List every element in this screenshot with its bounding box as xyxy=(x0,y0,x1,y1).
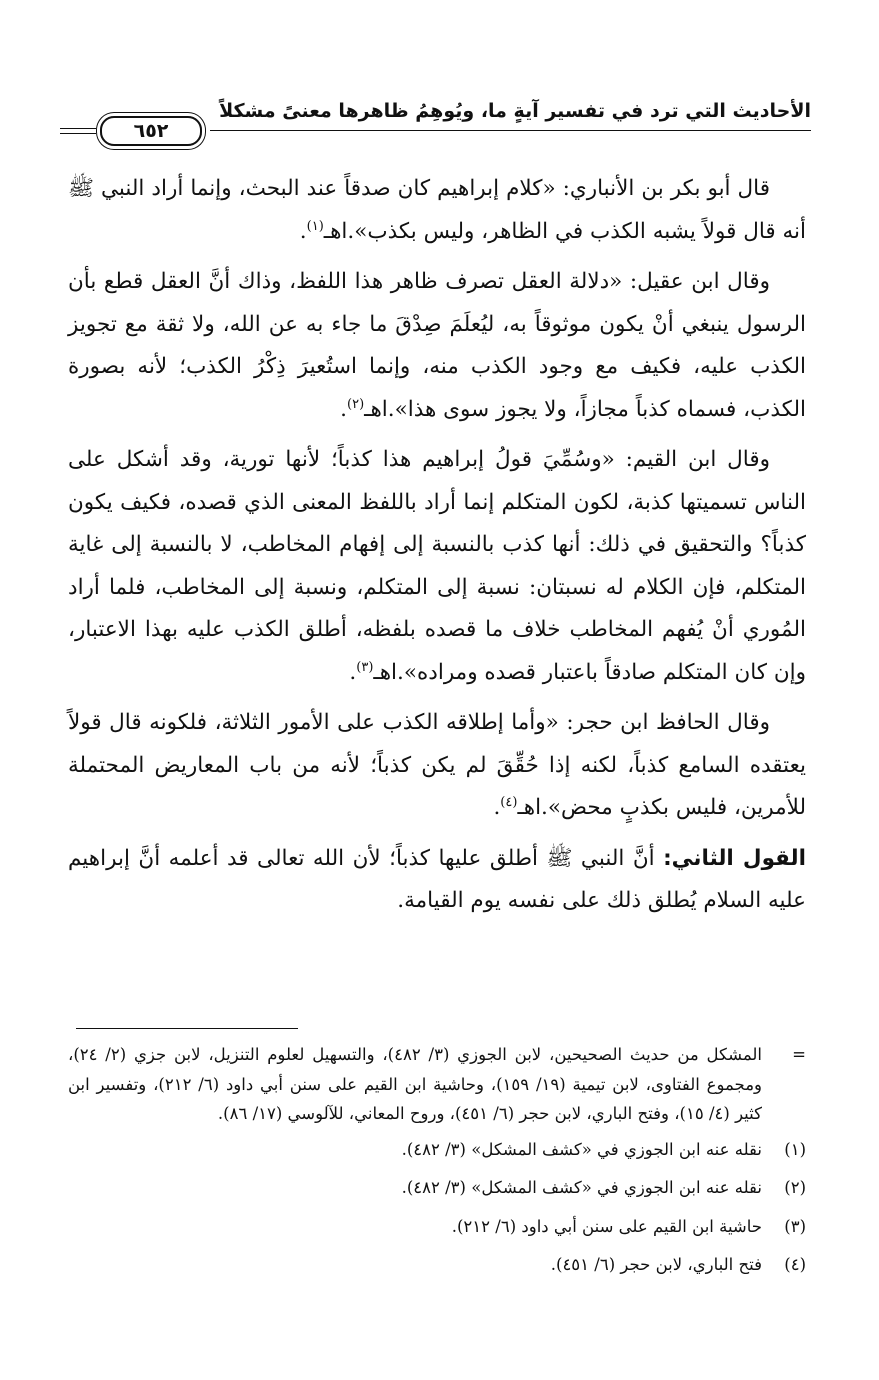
footnote-number: (٢) xyxy=(784,1178,806,1197)
page-number: ٦٥٢ xyxy=(100,116,202,146)
paragraph-ibn-aqil: وقال ابن عقيل: «دلالة العقل تصرف ظاهر هذا اللفظ، وذاك أنَّ العقل قطع بأن الرسول ينبغي أنْ يكون موثوقاً به، ليُعلَمَ صِدْقَ ما جاء به عن الله، ولا ثقة مع تجويز الكذب عليه، فكيف مع وجود الكذب منه، وإنما استُعيرَ ذِكْرُ الكذب؛ لأنه بصورة الكذب، فسماه كذباً مجازاً، ولا يجوز سوى هذا».اهـ$^{(٢)}$. xyxy=(68,269,806,422)
page-header xyxy=(60,96,811,148)
continuation-mark: = xyxy=(792,1045,806,1064)
footnote-separator xyxy=(76,1028,298,1029)
running-title: الأحاديث التي ترد في تفسير آيةٍ ما، ويُوهِمُ ظاهرها معنىً مشكلاً xyxy=(219,100,811,122)
footnotes xyxy=(68,1040,806,1289)
footnote-item: (٣) حاشية ابن القيم على سنن أبي داود (٦/ ٢١٢). xyxy=(68,1212,806,1242)
paragraph-second-opinion: القول الثاني: أنَّ النبي ﷺ أطلق عليها كذباً؛ لأن الله تعالى قد أعلمه أنَّ إبراهيم عليه السلام يُطلق ذلك على نفسه يوم القيامة. xyxy=(68,845,806,913)
footnote-ref: (٢) xyxy=(347,396,365,412)
footnote-continuation: = المشكل من حديث الصحيحين، لابن الجوزي (٣/ ٤٨٢)، والتسهيل لعلوم التنزيل، لابن جزي (٢/ ٢٤)، ومجموع الفتاوى، لابن تيمية (١٩/ ١٥٩)، وحاشية ابن القيم على سنن أبي داود (٦/ ٢١٢)، وتفسير ابن كثير (٤/ ١٥)، وفتح الباري، لابن حجر (٦/ ٤٥١)، وروح المعاني، للآلوسي (١٧/ ٨٦). xyxy=(68,1040,806,1129)
footnote-item: (٢) نقله عنه ابن الجوزي في «كشف المشكل» (٣/ ٤٨٢). xyxy=(68,1173,806,1203)
footnote-ref: (١) xyxy=(306,218,324,234)
footnote-ref: (٤) xyxy=(500,794,518,810)
header-rule-left xyxy=(60,128,96,129)
footnote-number: (٣) xyxy=(784,1216,806,1236)
paragraph-ibn-hajar: وقال الحافظ ابن حجر: «وأما إطلاقه الكذب على الأمور الثلاثة، فلكونه قال قولاً يعتقده السامع كذباً، لكنه إذا حُقِّقَ لم يكن كذباً؛ لأنه من باب المعاريض المحتملة للأمرين، فليس بكذبٍ محض».اهـ$^{(٤)}$. xyxy=(68,710,806,820)
footnote-item: (٤) فتح الباري، لابن حجر (٦/ ٤٥١). xyxy=(68,1250,806,1280)
footnote-number: (١) xyxy=(784,1139,806,1159)
section-lead: القول الثاني: xyxy=(663,845,806,871)
footnote-ref: (٣) xyxy=(356,659,374,675)
paragraph-ibn-alqayyim: وقال ابن القيم: «وسُمِّيَ قولُ إبراهيم هذا كذباً؛ لأنها تورية، وقد أشكل على الناس تسميتها كذبة، لكون المتكلم إنما أراد باللفظ المعنى الذي قصده، فكيف يكون كذباً؟ والتحقيق في ذلك: أنها كذب بالنسبة إلى إفهام المخاطب، لا بالنسبة إلى غاية المتكلم، فإن الكلام له نسبتان: نسبة إلى المتكلم، ونسبة إلى المخاطب، فلما أراد المُوري أنْ يُفهم المخاطب خلاف ما قصده بلفظه، أطلق الكذب عليه بهذا الاعتبار، وإن كان المتكلم صادقاً باعتبار قصده ومراده».اهـ$^{(٣)}$. xyxy=(68,447,806,685)
footnote-item: (١) نقله عنه ابن الجوزي في «كشف المشكل» (٣/ ٤٨٢). xyxy=(68,1135,806,1165)
header-rule-left xyxy=(60,133,96,134)
header-rule xyxy=(210,130,811,131)
main-text xyxy=(68,168,806,931)
footnote-number: (٤) xyxy=(784,1255,806,1274)
paragraph-ibn-alanbari: قال أبو بكر بن الأنباري: «كلام إبراهيم كان صدقاً عند البحث، وإنما أراد النبي ﷺ أنه قال قولاً يشبه الكذب في الظاهر، وليس بكذب».اهـ$^{(١)}$. xyxy=(68,176,806,244)
